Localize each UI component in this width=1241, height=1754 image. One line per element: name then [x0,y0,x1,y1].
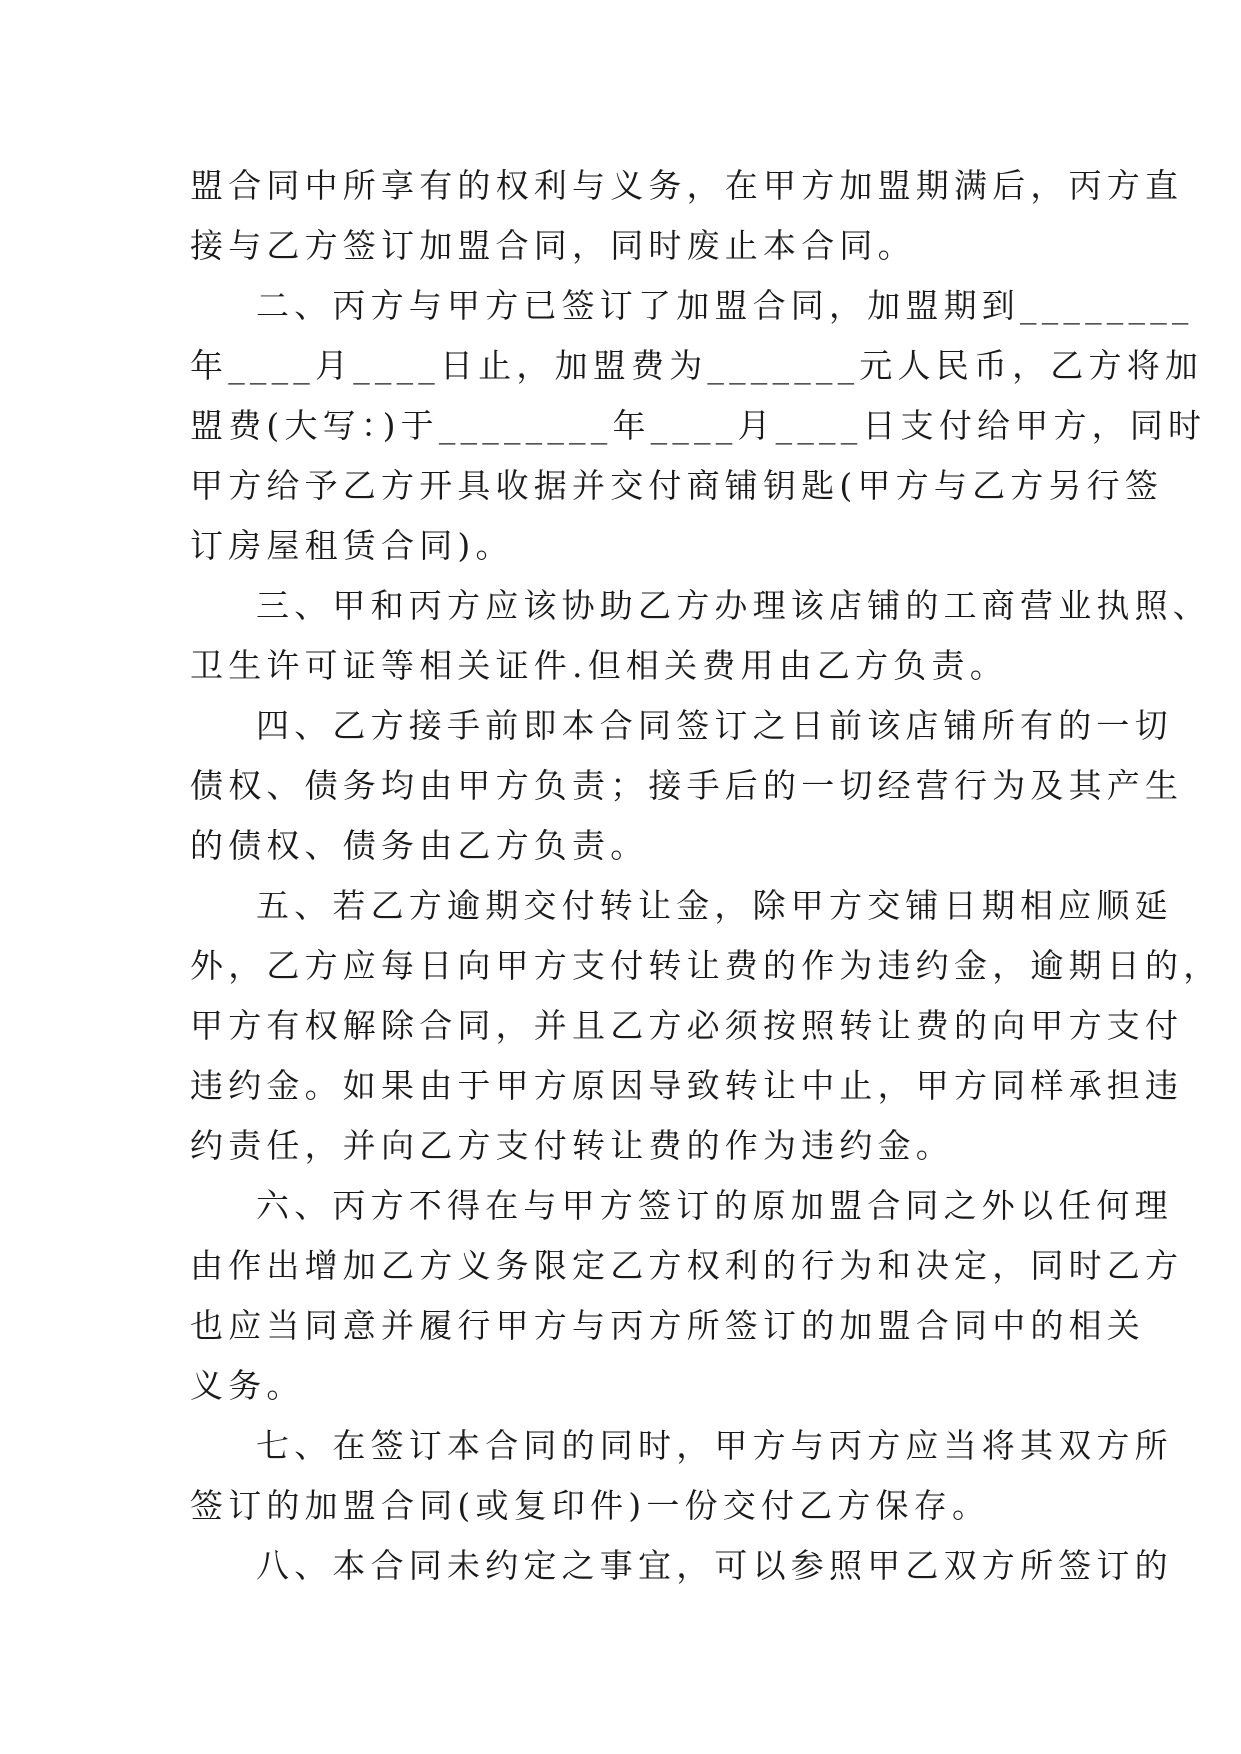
clause-3 [190,576,1211,696]
clause-7 [190,1416,1173,1536]
text-line: 八、本合同未约定之事宜，可以参照甲乙双方所签订的 [256,1546,1173,1585]
text-line: 三、甲和丙方应该协助乙方办理该店铺的工商营业执照、 [256,586,1211,625]
text-line: 的债权、债务由乙方负责。 [190,826,649,865]
text-line: 盟合同中所享有的权利与义务，在甲方加盟期满后，丙方直 [190,166,1184,205]
text-line: 盟费(大写：)于________年____月____日支付给甲方，同时 [190,406,1207,445]
text-line: 接与乙方签订加盟合同，同时废止本合同。 [190,226,916,265]
paragraph-continuation [190,156,1184,276]
text-line: 年____月____日止，加盟费为_______元人民币，乙方将加 [190,346,1204,385]
text-line: 七、在签订本合同的同时，甲方与丙方应当将其双方所 [256,1426,1173,1465]
text-line: 卫生许可证等相关证件.但相关费用由乙方负责。 [190,646,1008,685]
text-line: 违约金。如果由于甲方原因导致转让中止，甲方同样承担违 [190,1066,1184,1105]
text-line: 由作出增加乙方义务限定乙方权利的行为和决定，同时乙方 [190,1246,1184,1285]
clause-6 [190,1176,1184,1416]
contract-body [190,156,1222,1596]
text-line: 债权、债务均由甲方负责；接手后的一切经营行为及其产生 [190,766,1184,805]
text-line: 外，乙方应每日向甲方支付转让费的作为违约金，逾期日的， [190,946,1222,985]
text-line: 签订的加盟合同(或复印件)一份交付乙方保存。 [190,1486,991,1525]
clause-2 [190,276,1207,576]
clause-4 [190,696,1184,876]
text-line: 二、丙方与甲方已签订了加盟合同，加盟期到________ [256,286,1194,325]
text-line: 四、乙方接手前即本合同签订之日前该店铺所有的一切 [256,706,1173,745]
clause-8 [190,1536,1173,1596]
text-line: 订房屋租赁合同)。 [190,526,514,565]
text-line: 约责任，并向乙方支付转让费的作为违约金。 [190,1126,954,1165]
text-line: 六、丙方不得在与甲方签订的原加盟合同之外以任何理 [256,1186,1173,1225]
text-line: 义务。 [190,1366,305,1405]
text-line: 也应当同意并履行甲方与丙方所签订的加盟合同中的相关 [190,1306,1145,1345]
text-line: 甲方有权解除合同，并且乙方必须按照转让费的向甲方支付 [190,1006,1184,1045]
text-line: 甲方给予乙方开具收据并交付商铺钥匙(甲方与乙方另行签 [190,466,1164,505]
clause-5 [190,876,1222,1176]
text-line: 五、若乙方逾期交付转让金，除甲方交铺日期相应顺延 [256,886,1173,925]
